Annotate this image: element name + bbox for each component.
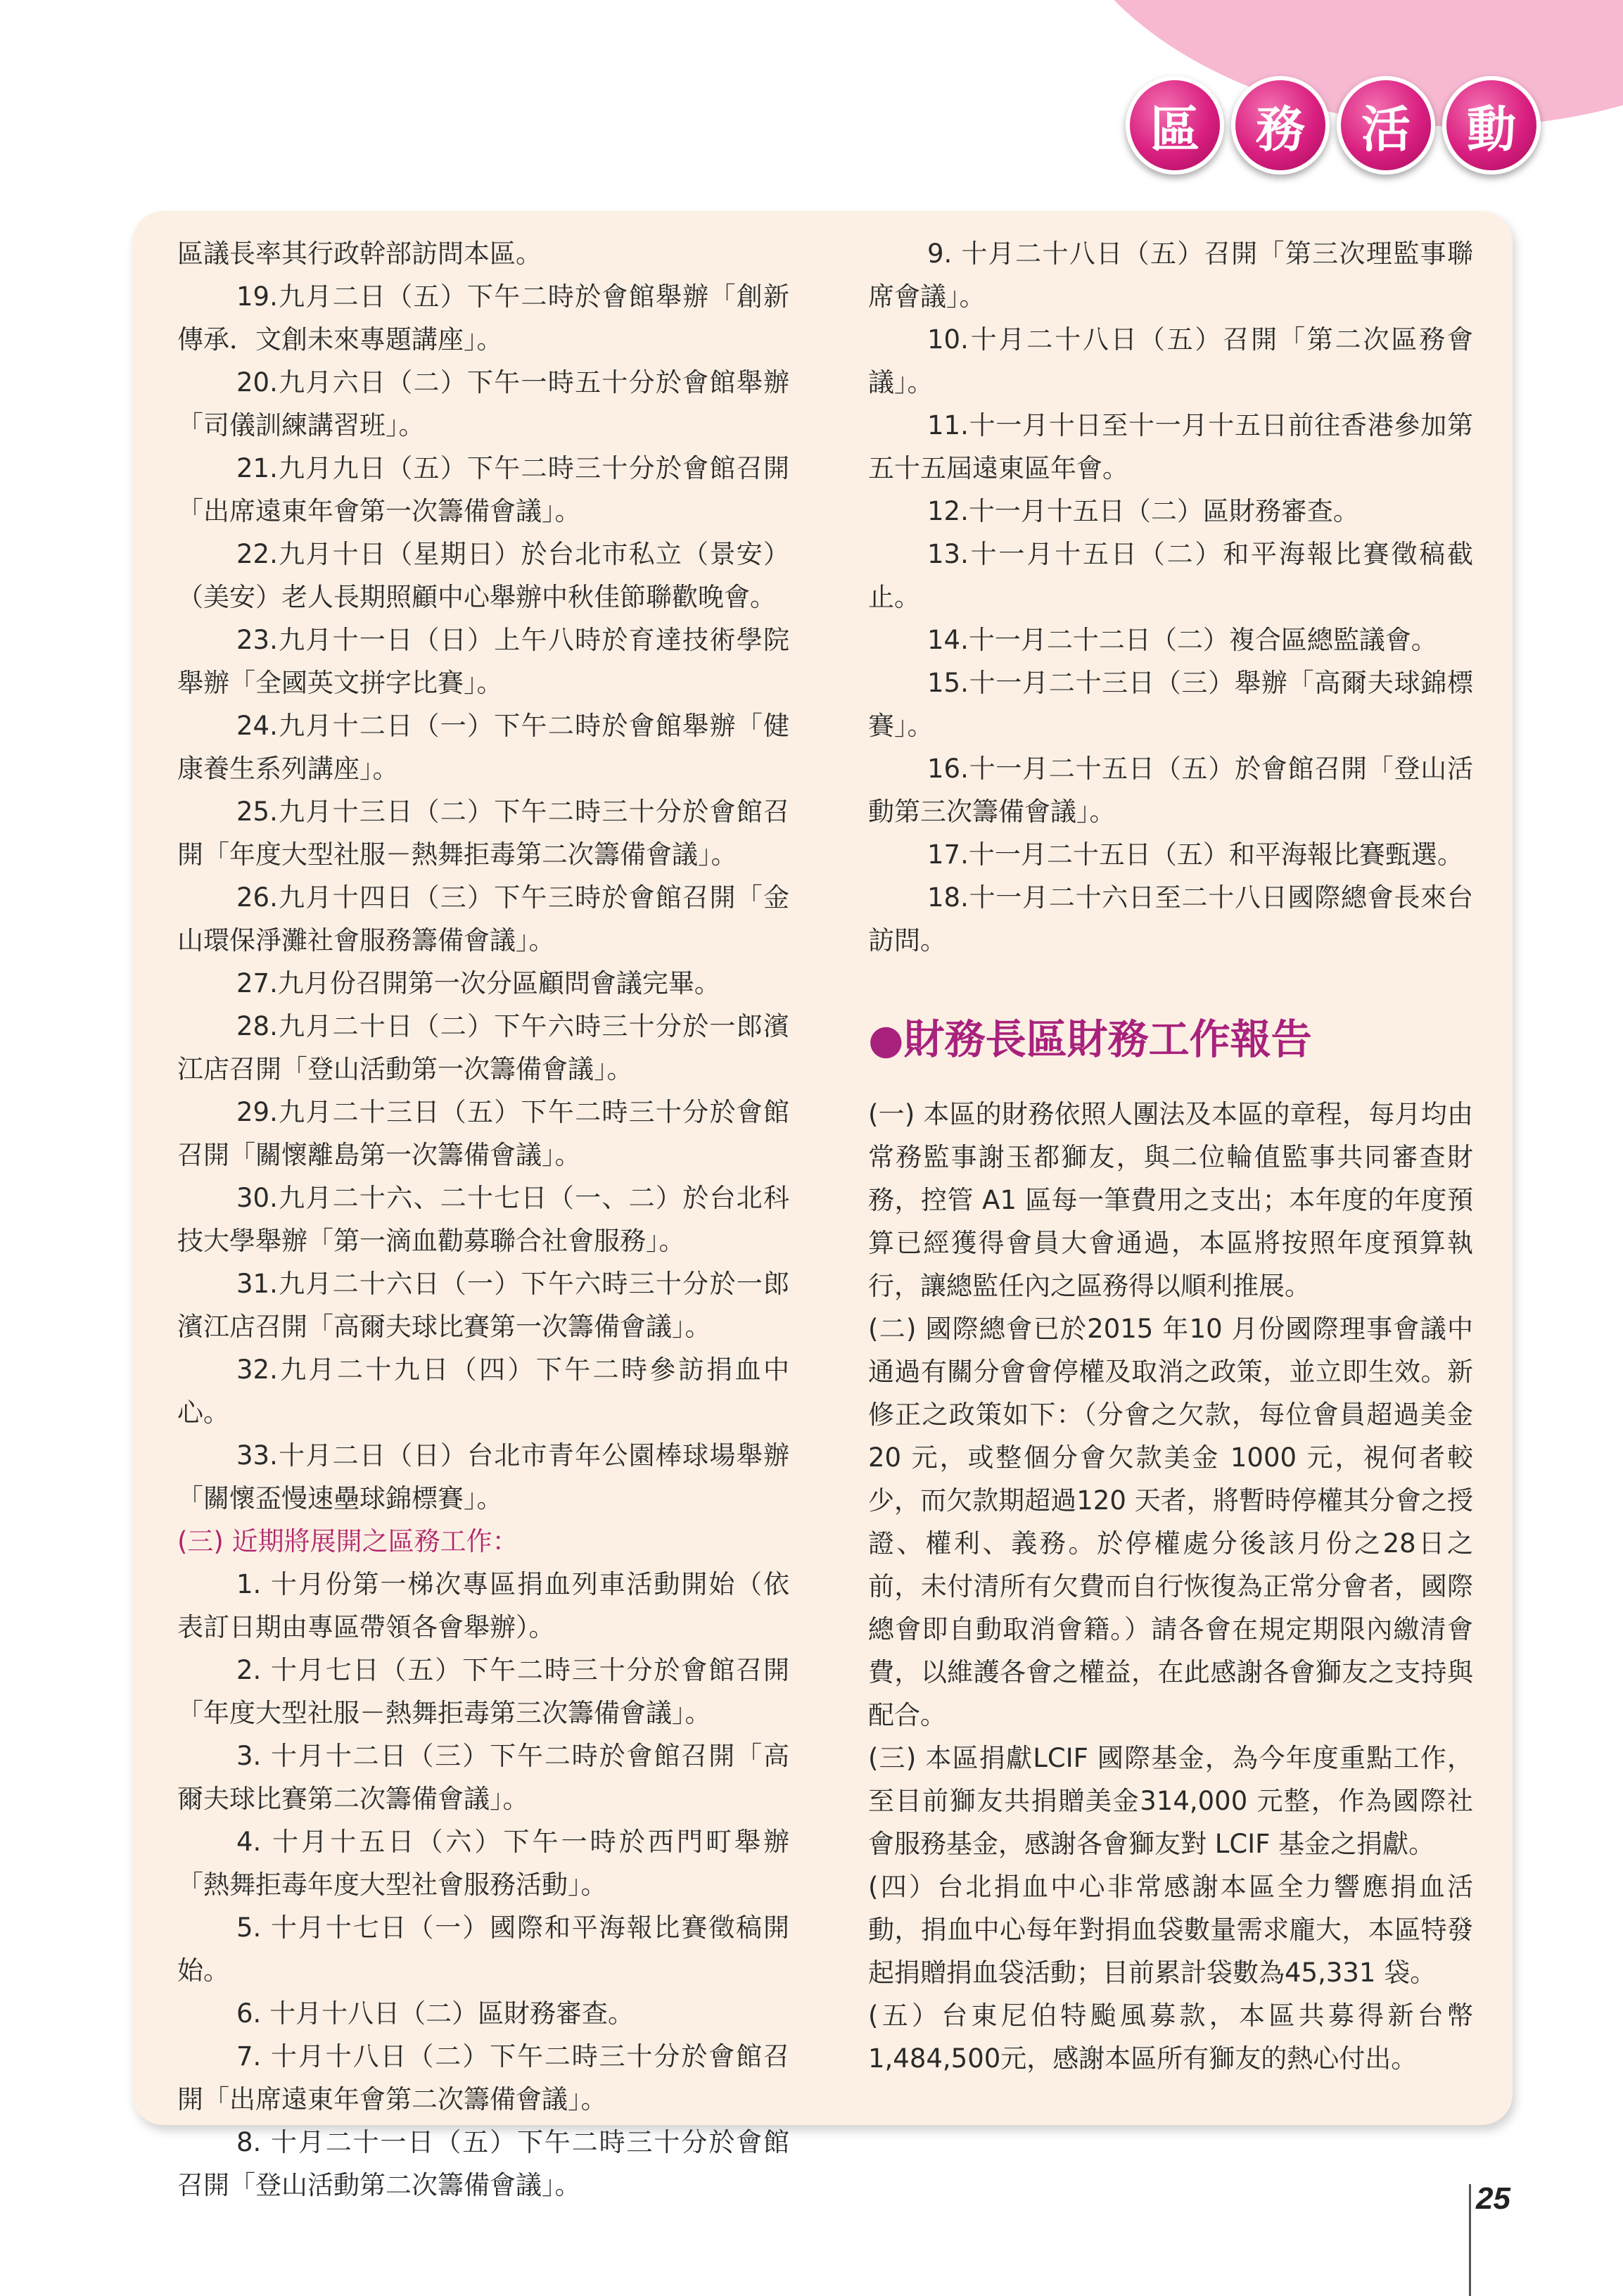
subheading-upcoming: (三) 近期將展開之區務工作： xyxy=(177,1526,518,1556)
header-char: 務 xyxy=(1231,76,1330,175)
upcoming-item: 9. 十月二十八日（五）召開「第三次理監事聯席會議」。 xyxy=(868,239,1473,312)
left-column xyxy=(177,232,789,2207)
list-item: 22.九月十日（星期日）於台北市私立（景安）（美安）老人長期照顧中心舉辦中秋佳節聯歡晚會。 xyxy=(177,539,789,612)
upcoming-item: 18.十一月二十六日至二十八日國際總會長來台訪問。 xyxy=(868,882,1473,956)
list-item: 33.十月二日（日）台北市青年公園棒球場舉辦「關懷盃慢速壘球錦標賽」。 xyxy=(177,1440,789,1514)
page-number: 25 xyxy=(1476,2181,1510,2216)
list-item: 25.九月十三日（二）下午二時三十分於會館召開「年度大型社服－熱舞拒毒第二次籌備會議」。 xyxy=(177,797,789,870)
header-char: 區 xyxy=(1126,76,1224,175)
header-char: 動 xyxy=(1442,76,1541,175)
upcoming-item: 3. 十月十二日（三）下午二時於會館召開「高爾夫球比賽第二次籌備會議」。 xyxy=(177,1741,789,1814)
upcoming-item: 6. 十月十八日（二）區財務審查。 xyxy=(236,1998,635,2029)
finance-paragraph: (二) 國際總會已於2015 年10 月份國際理事會議中通過有關分會會停權及取消之政策，並立即生效。新修正之政策如下：（分會之欠款，每位會員超過美金20 元，或整個分會欠款美金 1000 元，視何者較少，而欠款期超過120 天者，將暫時停權其分會之授證、權利、義務。於停權處分後該月份之28日之前，未付清所有欠費而自行恢復為正常分會者，國際總會即自動取消會籍。）請各會在規定期限內繳清會費，以維護各會之權益，在此感謝各會獅友之支持與配合。 xyxy=(868,1314,1473,1730)
list-item: 27.九月份召開第一次分區顧問會議完畢。 xyxy=(236,968,720,998)
list-item: 23.九月十一日（日）上午八時於育達技術學院舉辦「全國英文拼字比賽」。 xyxy=(177,625,789,698)
upcoming-item: 16.十一月二十五日（五）於會館召開「登山活動第三次籌備會議」。 xyxy=(868,754,1473,827)
page-number-rule xyxy=(1469,2184,1471,2296)
list-item: 29.九月二十三日（五）下午二時三十分於會館召開「關懷離島第一次籌備會議」。 xyxy=(177,1097,789,1170)
upcoming-item: 1. 十月份第一梯次專區捐血列車活動開始（依表訂日期由專區帶領各會舉辦）。 xyxy=(177,1569,789,1642)
list-item: 30.九月二十六、二十七日（一、二）於台北科技大學舉辦「第一滴血勸募聯合社會服務」。 xyxy=(177,1183,789,1256)
upcoming-item: 14.十一月二十二日（二）複合區總監議會。 xyxy=(927,625,1437,655)
upcoming-item: 7. 十月十八日（二）下午二時三十分於會館召開「出席遠東年會第二次籌備會議」。 xyxy=(177,2041,789,2114)
upcoming-item: 17.十一月二十五日（五）和平海報比賽甄選。 xyxy=(927,839,1463,870)
upcoming-item: 13.十一月十五日（二）和平海報比賽徵稿截止。 xyxy=(868,539,1473,612)
finance-paragraph: (三) 本區捐獻LCIF 國際基金，為今年度重點工作，至目前獅友共捐贈美金314,000 元整，作為國際社會服務基金，感謝各會獅友對 LCIF 基金之捐獻。 xyxy=(868,1743,1473,1859)
list-item: 32.九月二十九日（四）下午二時參訪捐血中心。 xyxy=(177,1355,789,1428)
finance-paragraph: (四）台北捐血中心非常感謝本區全力響應捐血活動，捐血中心每年對捐血袋數量需求龐大，本區特發起捐贈捐血袋活動；目前累計袋數為45,331 袋。 xyxy=(868,1872,1473,1988)
list-item: 24.九月十二日（一）下午二時於會館舉辦「健康養生系列講座」。 xyxy=(177,711,789,784)
section-header xyxy=(1126,76,1541,175)
upcoming-item: 12.十一月十五日（二）區財務審查。 xyxy=(927,496,1359,526)
list-item: 26.九月十四日（三）下午三時於會館召開「金山環保淨灘社會服務籌備會議」。 xyxy=(177,882,789,956)
right-column xyxy=(868,232,1473,2080)
list-item: 19.九月二日（五）下午二時於會館舉辦「創新傳承．文創未來專題講座」。 xyxy=(177,281,789,355)
header-char: 活 xyxy=(1337,76,1435,175)
content-panel xyxy=(132,211,1513,2200)
section-title-finance: ●財務長區財務工作報告 xyxy=(868,1015,1312,1063)
finance-paragraph: (一) 本區的財務依照人團法及本區的章程，每月均由常務監事謝玉都獅友，與二位輪值監事共同審查財務，控管 A1 區每一筆費用之支出；本年度的年度預算已經獲得會員大會通過，本區將按照年度預算執行，讓總監任內之區務得以順利推展。 xyxy=(868,1099,1473,1301)
upcoming-item: 4. 十月十五日（六）下午一時於西門町舉辦「熱舞拒毒年度大型社會服務活動」。 xyxy=(177,1827,789,1900)
upcoming-item: 5. 十月十七日（一）國際和平海報比賽徵稿開始。 xyxy=(177,1913,789,1986)
list-item: 21.九月九日（五）下午二時三十分於會館召開「出席遠東年會第一次籌備會議」。 xyxy=(177,453,789,526)
upcoming-item: 10.十月二十八日（五）召開「第二次區務會議」。 xyxy=(868,324,1473,398)
list-item: 20.九月六日（二）下午一時五十分於會館舉辦「司儀訓練講習班」。 xyxy=(177,367,789,440)
upcoming-item: 15.十一月二十三日（三）舉辦「高爾夫球錦標賽」。 xyxy=(868,668,1473,741)
list-item: 區議長率其行政幹部訪問本區。 xyxy=(177,239,542,269)
upcoming-item: 2. 十月七日（五）下午二時三十分於會館召開「年度大型社服－熱舞拒毒第三次籌備會議」。 xyxy=(177,1655,789,1728)
finance-paragraph: (五）台東尼伯特颱風募款，本區共募得新台幣1,484,500元，感謝本區所有獅友的熱心付出。 xyxy=(868,2000,1473,2074)
list-item: 28.九月二十日（二）下午六時三十分於一郎濱江店召開「登山活動第一次籌備會議」。 xyxy=(177,1011,789,1084)
upcoming-item: 11.十一月十日至十一月十五日前往香港參加第五十五屆遠東區年會。 xyxy=(868,410,1473,483)
upcoming-item: 8. 十月二十一日（五）下午二時三十分於會館召開「登山活動第二次籌備會議」。 xyxy=(177,2127,789,2200)
list-item: 31.九月二十六日（一）下午六時三十分於一郎濱江店召開「高爾夫球比賽第一次籌備會議」。 xyxy=(177,1269,789,1342)
